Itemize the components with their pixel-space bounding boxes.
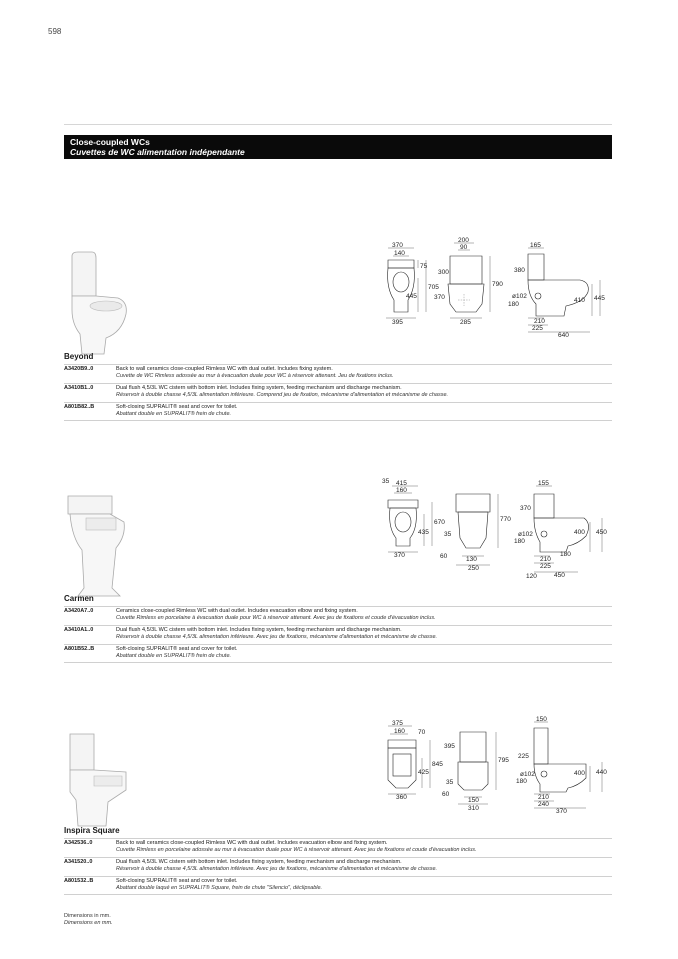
product-code: A342536..0 [64, 840, 93, 846]
beyond-dim-side-1: 90 [460, 244, 468, 251]
description-en: Dual flush 4,5/3L WC cistern with bottom inlet. Includes fixing system, feeding mechanism and discharge mechanism. [116, 384, 402, 391]
inspira-dim-side-3: 60 [442, 791, 450, 798]
description-fr: Abattant double en SUPRALIT® frein de chute. [116, 411, 232, 418]
carmen-dim-side-2: 60 [440, 553, 448, 560]
product-code: A3420B9..0 [64, 366, 94, 372]
table-row [64, 383, 612, 402]
description-fr: Abattant double en SUPRALIT® frein de chute. [116, 653, 232, 660]
table-row [64, 402, 612, 422]
carmen-dim-profile-3: 180 [514, 538, 525, 545]
carmen-dim-side-0: 770 [500, 516, 511, 523]
table-row [64, 876, 612, 896]
description-en: Ceramics close-coupled Rimless WC with dual outlet. Includes evacuation elbow and fixing system. [116, 608, 358, 614]
description-fr: Réservoir à double chasse 4,5/3L alimentation inférieure. Comprend jeu de fixation, mécanisme d'alimentation et mécanisme de chasse. [116, 392, 449, 399]
product-code: A3410A1..0 [64, 626, 94, 633]
carmen-dim-profile-6: 210 [540, 556, 551, 563]
inspira-dim-profile-1: 225 [518, 753, 529, 760]
inspira-dim-side-5: 310 [468, 805, 479, 812]
inspira-dim-front-4: 425 [418, 769, 429, 776]
beyond-dim-profile-2: ø102 [512, 293, 527, 300]
inspira-dim-front-1: 160 [394, 728, 405, 735]
beyond-dim-profile-0: 165 [530, 242, 541, 249]
section-header [64, 135, 612, 159]
carmen-dim-side-4: 250 [468, 565, 479, 572]
description-fr: Cuvette de WC Rimless adossée au mur à évacuation duale pour WC à réservoir attenant. Jeu de fixations inclus. [116, 373, 394, 380]
carmen-dim-side-1: 35 [444, 531, 452, 538]
beyond-dim-front-5: 395 [392, 319, 403, 326]
description-en: Back to wall ceramics close-coupled Rimless WC with dual outlet. Includes fixing system. [116, 366, 333, 372]
beyond-dim-profile-3: 180 [508, 301, 519, 308]
table-row [64, 838, 612, 857]
carmen-dim-side-3: 130 [466, 556, 477, 563]
inspira-dim-profile-6: 210 [538, 794, 549, 801]
table-row [64, 644, 612, 664]
description-fr: Réservoir à double chasse 4,5/3L alimentation inférieure. Avec jeu de fixations, mécanisme d'alimentation et mécanisme de chasse. [116, 866, 438, 873]
carmen-product-image [64, 492, 134, 604]
inspira-dim-profile-2: ø102 [520, 771, 535, 778]
carmen-dim-front-0: 35 [382, 478, 390, 485]
beyond-dim-profile-4: 410 [574, 297, 585, 304]
product-code: A801B52..B [64, 645, 95, 652]
inspira-dim-side-2: 35 [446, 779, 454, 786]
footnote-fr: Dimensions en mm. [64, 920, 113, 927]
beyond-dim-front-1: 140 [394, 250, 405, 257]
product-code: A3420A7..0 [64, 608, 94, 614]
section-title-en: Close-coupled WCs [70, 137, 150, 147]
beyond-dim-front-0: 370 [392, 242, 403, 249]
inspira-dim-profile-3: 180 [516, 778, 527, 785]
carmen-dim-profile-10: 450 [554, 572, 565, 579]
inspira-dim-profile-0: 150 [536, 716, 547, 723]
inspira-dim-profile-8: 370 [556, 808, 567, 815]
carmen-technical-drawing [378, 478, 612, 587]
description-en: Soft-closing SUPRALIT® seat and cover for toilet. [116, 403, 238, 410]
section-title-fr: Cuvettes de WC alimentation indépendante [70, 147, 245, 157]
description-en: Dual flush 4,5/3L WC cistern with bottom inlet. Includes fixing system, feeding mechanism and discharge mechanism. [116, 626, 402, 633]
inspira-dim-profile-4: 400 [574, 770, 585, 777]
carmen-dim-front-4: 435 [418, 529, 429, 536]
beyond-dim-side-3: 790 [492, 281, 503, 288]
beyond-dim-side-2: 300 [438, 269, 449, 276]
description-en: Back to wall ceramics close-coupled Rimless WC with dual outlet. Includes evacuation elbow and fixing system. [116, 840, 388, 846]
beyond-dim-side-5: 285 [460, 319, 471, 326]
beyond-dim-profile-5: 445 [594, 295, 605, 302]
inspira-square-product-image [64, 730, 134, 830]
product-name: Carmen [64, 594, 94, 603]
beyond-dim-front-2: 75 [420, 263, 428, 270]
beyond-product-table [64, 364, 612, 421]
carmen-dim-front-1: 415 [396, 480, 407, 487]
inspira-dim-front-0: 375 [392, 720, 403, 727]
product-name: Beyond [64, 352, 94, 361]
carmen-dim-profile-2: ø102 [518, 531, 533, 538]
top-divider [64, 124, 612, 125]
description-fr: Cuvette Rimless en porcelaine à évacuation duale pour WC à réservoir attenant. Avec jeu de fixations et coude d'évacuation inclus. [116, 615, 436, 622]
description-en: Soft-closing SUPRALIT® seat and cover for toilet. [116, 645, 238, 652]
beyond-dim-profile-7: 225 [532, 325, 543, 332]
description-fr: Abattant double laqué en SUPRALIT® Square, frein de chute "Silencio", déclipsable. [116, 885, 323, 892]
beyond-dim-front-3: 705 [428, 284, 439, 291]
inspira-dim-profile-7: 240 [538, 801, 549, 808]
carmen-dim-front-3: 670 [434, 519, 445, 526]
carmen-dim-profile-7: 225 [540, 563, 551, 570]
table-row [64, 857, 612, 876]
table-row [64, 364, 612, 383]
table-row [64, 606, 612, 625]
product-code: A3410B1..0 [64, 384, 94, 391]
beyond-dim-profile-6: 210 [534, 318, 545, 325]
inspira-dim-side-0: 395 [444, 743, 455, 750]
carmen-dim-profile-1: 370 [520, 505, 531, 512]
carmen-dim-profile-9: 120 [526, 573, 537, 580]
product-name: Inspira Square [64, 826, 120, 835]
carmen-dim-profile-8: 180 [560, 551, 571, 558]
beyond-product-image [64, 250, 134, 358]
beyond-dim-profile-1: 380 [514, 267, 525, 274]
beyond-technical-drawing [378, 238, 612, 343]
inspira-square-product-table [64, 838, 612, 895]
inspira-dim-profile-5: 440 [596, 769, 607, 776]
carmen-dim-profile-5: 450 [596, 529, 607, 536]
carmen-dim-profile-0: 155 [538, 480, 549, 487]
description-fr: Cuvette Rimless en porcelaine adossée au mur à évacuation duale pour WC à réservoir attenant. Avec jeu de fixations et coude d'évacuation inclus. [116, 847, 477, 854]
product-code: A801532..B [64, 877, 94, 884]
description-en: Soft-closing SUPRALIT® seat and cover for toilet. [116, 877, 238, 884]
description-en: Dual flush 4,5/3L WC cistern with bottom inlet. Includes fixing system, feeding mechanism and discharge mechanism. [116, 858, 402, 865]
beyond-dim-side-0: 200 [458, 237, 469, 244]
footnote [64, 913, 113, 927]
product-code: A341520..0 [64, 858, 93, 865]
footnote-en: Dimensions in mm. [64, 913, 111, 919]
carmen-dim-front-5: 370 [394, 552, 405, 559]
inspira-dim-front-2: 70 [418, 729, 426, 736]
inspira-dim-front-3: 845 [432, 761, 443, 768]
beyond-dim-profile-8: 640 [558, 332, 569, 339]
beyond-dim-front-4: 445 [406, 293, 417, 300]
table-row [64, 625, 612, 644]
beyond-dim-side-4: 370 [434, 294, 445, 301]
carmen-product-table [64, 606, 612, 663]
page-number: 598 [48, 27, 62, 36]
description-fr: Réservoir à double chasse 4,5/3L alimentation inférieure. Avec jeu de fixations, mécanisme d'alimentation et mécanisme de chasse. [116, 634, 438, 641]
carmen-dim-front-2: 160 [396, 487, 407, 494]
inspira-square-technical-drawing [378, 718, 612, 819]
inspira-dim-side-1: 795 [498, 757, 509, 764]
product-code: A801B82..B [64, 403, 95, 410]
inspira-dim-side-4: 150 [468, 797, 479, 804]
carmen-dim-profile-4: 400 [574, 529, 585, 536]
inspira-dim-front-5: 360 [396, 794, 407, 801]
